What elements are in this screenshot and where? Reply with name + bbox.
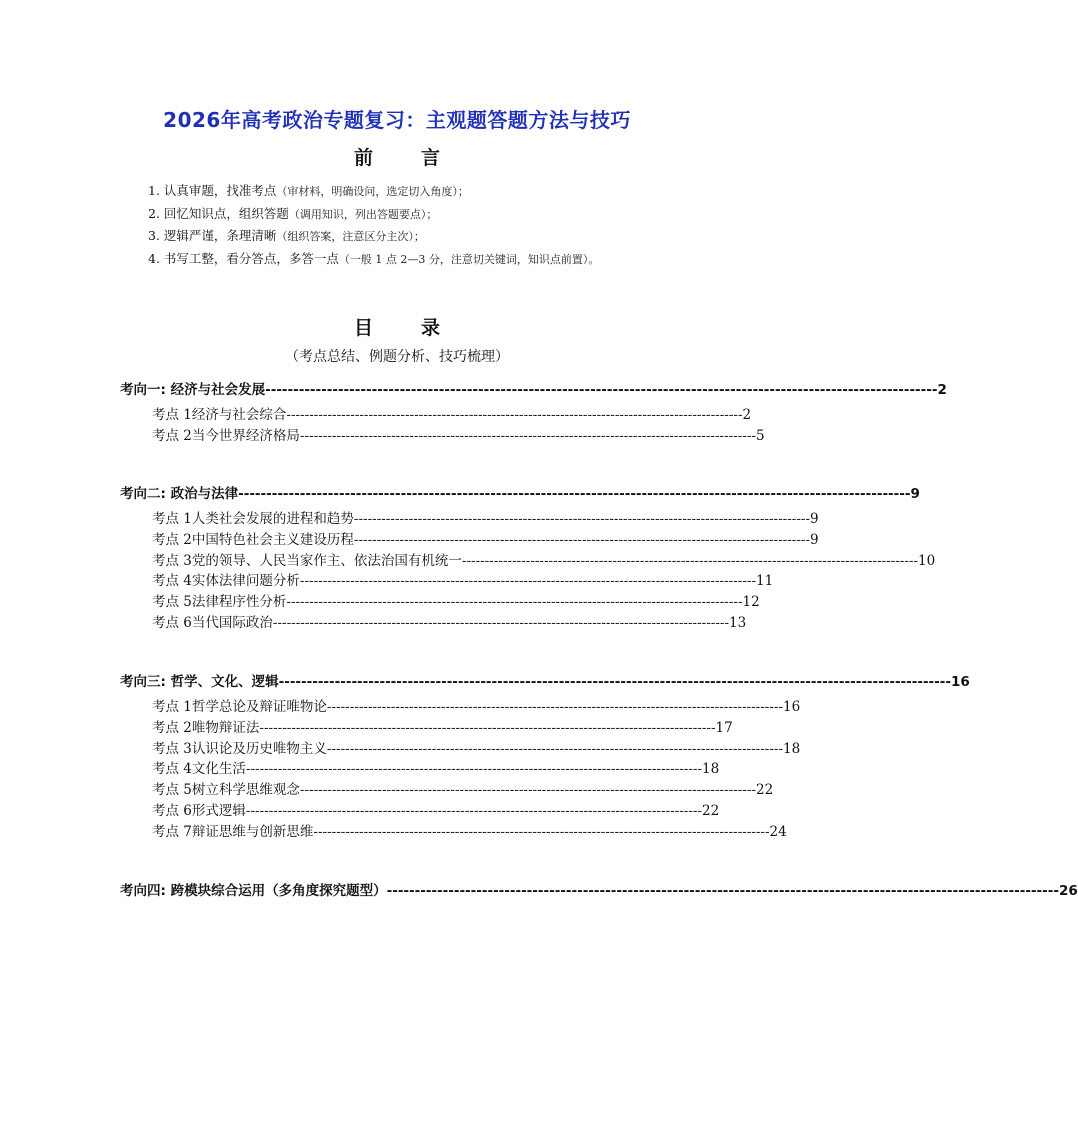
toc-item[interactable]: [152, 739, 801, 760]
document-title: 2026年高考政治专题复习：主观题答题方法与技巧: [163, 108, 631, 132]
toc-leader: ----------------------------------------------------------------------------------------------------: [326, 740, 784, 757]
toc-item-number: 考点 1: [152, 407, 192, 423]
toc-item-text: 实体法律问题分析: [191, 573, 300, 590]
toc-section: [120, 482, 936, 634]
preface-heading-char-2: 言: [421, 147, 441, 169]
toc-leader: ------------------------------------------------------------------------------------------------------------------------: [265, 382, 938, 398]
toc-section: [120, 879, 1078, 901]
toc-item-page: 13: [729, 614, 747, 631]
toc-section-label: 考向四: 跨模块综合运用（多角度探究题型）: [120, 883, 387, 899]
preface-item: [148, 225, 748, 248]
toc-item-text: 人类社会发展的进程和趋势: [191, 511, 354, 527]
toc-item-list: [120, 697, 801, 843]
toc-item-page: 16: [783, 699, 801, 715]
preface-item-main: 2. 回忆知识点，组织答题: [148, 205, 289, 221]
toc-item[interactable]: [152, 822, 787, 843]
toc-item-text: 认识论及历史唯物主义: [191, 740, 327, 757]
toc-item-number: 考点 1: [152, 511, 192, 527]
toc-item-page: 12: [742, 594, 760, 611]
toc-item-text: 法律程序性分析: [191, 594, 287, 611]
preface-item-main: 3. 逻辑严谨，条理清晰: [148, 228, 277, 243]
toc-section-page: 16: [950, 674, 970, 690]
toc-section-label: 考向一: 经济与社会发展: [120, 382, 266, 398]
toc-item-text: 当今世界经济格局: [191, 427, 300, 444]
toc-leader: ----------------------------------------------------------------------------------------------------: [272, 614, 730, 631]
toc-item-page: 5: [756, 427, 765, 444]
toc-leader: ----------------------------------------------------------------------------------------------------: [353, 511, 811, 527]
toc-section-entry[interactable]: [120, 670, 970, 692]
toc-section-page: 26: [1058, 883, 1078, 899]
preface-heading: [0, 143, 794, 170]
toc-item[interactable]: [152, 780, 774, 801]
preface-item-note: （调用知识，列出答题要点）；: [288, 207, 438, 221]
toc-section-entry[interactable]: [120, 482, 920, 504]
toc-leader: ----------------------------------------------------------------------------------------------------: [286, 407, 743, 423]
toc-item-text: 唯物辩证法: [191, 719, 260, 736]
toc-subtitle: （考点总结、例题分析、技巧梳理）: [285, 349, 509, 365]
toc-section: [120, 378, 947, 447]
toc-item[interactable]: [152, 551, 936, 572]
preface-item-main: 1. 认真审题，找准考点: [148, 183, 277, 198]
toc-item-number: 考点 6: [152, 802, 192, 819]
toc-item-number: 考点 6: [152, 614, 192, 631]
toc-leader: ------------------------------------------------------------------------------------------------------------------------: [278, 674, 951, 690]
toc-item-number: 考点 2: [152, 531, 192, 548]
toc-item-number: 考点 4: [152, 761, 192, 778]
toc-item-page: 18: [702, 761, 720, 778]
toc-item-number: 考点 1: [152, 699, 192, 715]
preface-item-note: （一般 1 点 2—3 分，注意切关键词，知识点前置）。: [338, 252, 600, 266]
preface-item-note: （审材料，明确设问，选定切入角度）；: [276, 185, 469, 198]
toc-item-text: 辩证思维与创新思维: [191, 823, 314, 840]
toc-section-page: 2: [937, 382, 947, 398]
preface-item: [148, 248, 748, 271]
toc-section-label: 考向三: 哲学、文化、逻辑: [120, 674, 279, 690]
toc-leader: ----------------------------------------------------------------------------------------------------: [245, 761, 703, 778]
toc-item[interactable]: [152, 801, 720, 822]
toc-leader: ----------------------------------------------------------------------------------------------------: [286, 594, 743, 611]
toc-item-number: 考点 7: [152, 823, 192, 840]
toc-item-page: 22: [756, 782, 774, 799]
toc-item[interactable]: [152, 509, 819, 530]
toc-item-number: 考点 2: [152, 719, 192, 736]
toc-item-page: 18: [783, 740, 801, 757]
toc-heading-char-1: 目: [353, 317, 373, 339]
toc-section-page: 9: [910, 486, 920, 502]
toc-item-text: 党的领导、人民当家作主、依法治国有机统一: [191, 552, 462, 569]
toc-item-text: 形式逻辑: [191, 802, 246, 819]
toc-section-entry[interactable]: [120, 378, 947, 400]
toc-item-page: 9: [810, 511, 819, 527]
preface-list: [148, 180, 748, 270]
toc-item-number: 考点 5: [152, 782, 192, 799]
toc-leader: ----------------------------------------------------------------------------------------------------: [299, 427, 757, 444]
toc-item-text: 树立科学思维观念: [191, 782, 300, 799]
toc-section-label: 考向二: 政治与法律: [120, 486, 239, 502]
toc-item[interactable]: [152, 718, 733, 739]
toc-item[interactable]: [152, 571, 774, 592]
toc-item-page: 2: [742, 407, 752, 423]
toc-leader: ----------------------------------------------------------------------------------------------------: [299, 573, 757, 590]
toc-item-page: 22: [702, 802, 720, 819]
toc-leader: ----------------------------------------------------------------------------------------------------: [313, 823, 770, 840]
preface-item-note: （组织答案，注意区分主次）；: [276, 230, 425, 243]
toc-item-number: 考点 4: [152, 573, 192, 590]
toc-item-list: [120, 405, 765, 447]
toc-item-list: [120, 509, 936, 634]
toc-item-text: 经济与社会综合: [191, 407, 287, 423]
toc-leader: ----------------------------------------------------------------------------------------------------: [353, 531, 811, 548]
toc-leader: ----------------------------------------------------------------------------------------------------: [326, 699, 784, 715]
toc-leader: ----------------------------------------------------------------------------------------------------: [259, 719, 716, 736]
toc-item[interactable]: [152, 697, 801, 718]
toc-leader: ----------------------------------------------------------------------------------------------------: [299, 782, 757, 799]
toc-item-number: 考点 2: [152, 427, 192, 444]
toc-item-text: 中国特色社会主义建设历程: [191, 531, 354, 548]
toc-leader: ----------------------------------------------------------------------------------------------------: [461, 552, 919, 569]
toc-item-text: 哲学总论及辩证唯物论: [191, 699, 327, 715]
toc-item[interactable]: [152, 405, 752, 426]
toc-leader: ------------------------------------------------------------------------------------------------------------------------: [386, 883, 1059, 899]
preface-heading-char-1: 前: [353, 147, 373, 169]
toc-item-page: 24: [769, 823, 787, 840]
toc-item-text: 当代国际政治: [191, 614, 273, 631]
toc-item[interactable]: [152, 759, 720, 780]
toc-heading: [0, 313, 794, 340]
toc-item-page: 9: [810, 531, 819, 548]
toc-item-page: 11: [756, 573, 774, 590]
toc-section-entry[interactable]: [120, 879, 1078, 901]
toc-leader: ----------------------------------------------------------------------------------------------------: [245, 802, 703, 819]
toc-item-page: 17: [715, 719, 733, 736]
toc-item[interactable]: [152, 530, 819, 551]
toc-item-page: 10: [918, 552, 936, 569]
toc-section: [120, 670, 970, 843]
toc-item[interactable]: [152, 426, 765, 447]
toc-item-number: 考点 5: [152, 594, 192, 611]
toc-item-text: 文化生活: [191, 761, 246, 778]
toc-item-number: 考点 3: [152, 552, 192, 569]
toc-item[interactable]: [152, 592, 760, 613]
preface-item-main: 4. 书写工整，看分答点，多答一点: [148, 250, 339, 266]
toc-item[interactable]: [152, 613, 747, 634]
preface-item: [148, 203, 748, 226]
toc-leader: ------------------------------------------------------------------------------------------------------------------------: [238, 486, 911, 502]
preface-item: [148, 180, 748, 203]
toc-heading-char-2: 录: [421, 317, 441, 339]
toc-item-number: 考点 3: [152, 740, 192, 757]
